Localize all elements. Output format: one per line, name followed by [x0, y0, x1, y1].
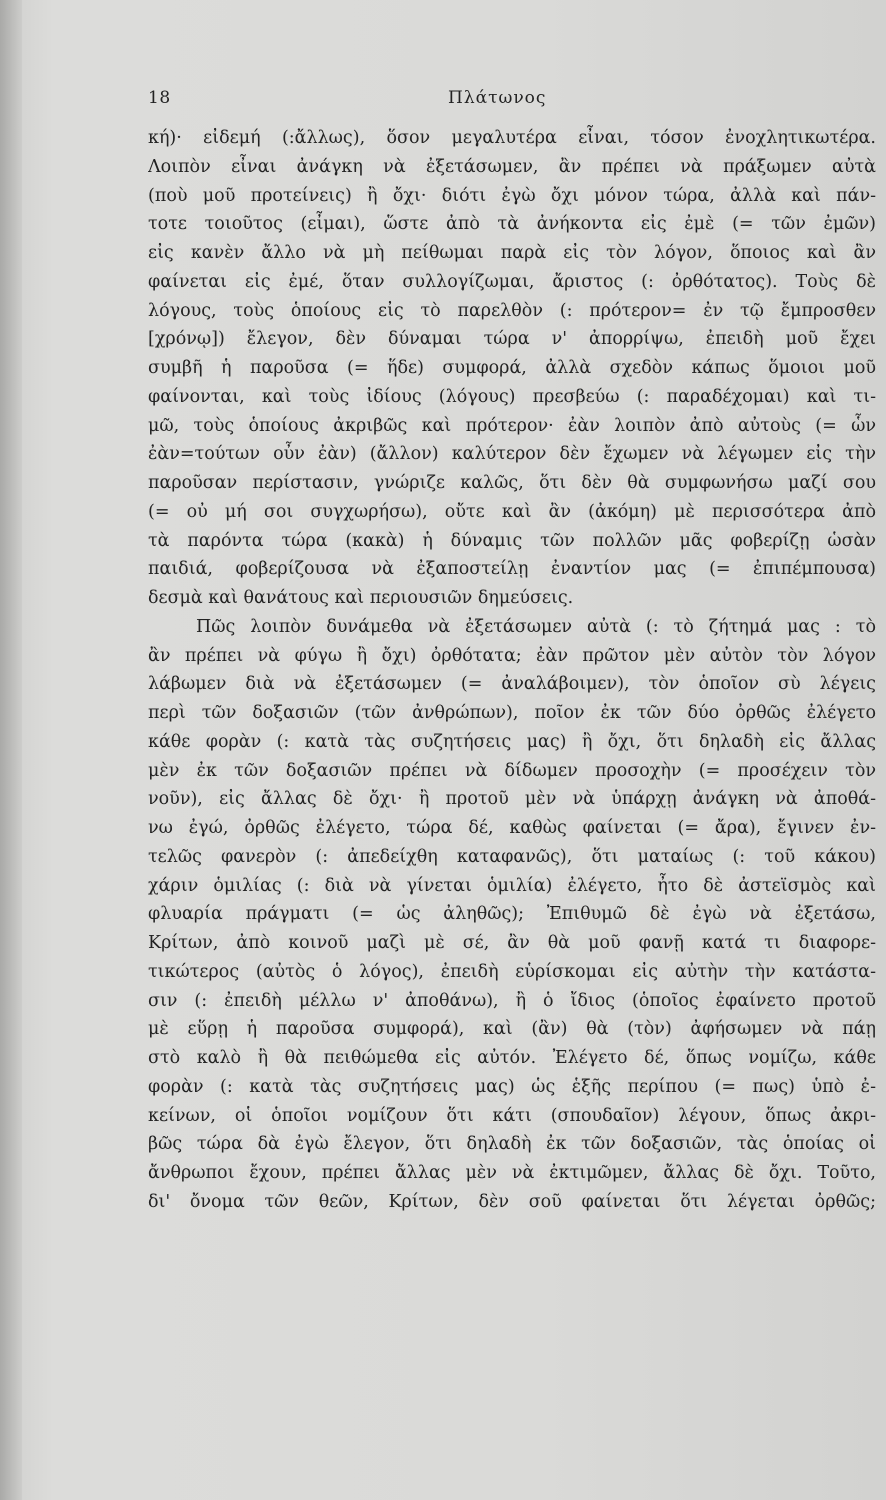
- text-line: φαίνεται εἰς ἐμέ, ὅταν συλλογίζωμαι, ἄριστος (: ὀρθότατος). Τοὺς δὲ: [148, 271, 876, 292]
- text-line: τελῶς φανερὸν (: ἀπεδείχθη καταφανῶς), ὅτι ματαίως (: τοῦ κάκου): [148, 846, 876, 867]
- text-line: κή)· εἰδεμή (:ἄλλως), ὅσον μεγαλυτέρα εἶναι, τόσον ἐνοχλητικωτέρα.: [148, 128, 876, 148]
- text-line: εἰς κανὲν ἄλλο νὰ μὴ πείθωμαι παρὰ εἰς τὸν λόγον, ὅποιος καὶ ἂν: [148, 243, 876, 263]
- text-line: μὲν ἐκ τῶν δοξασιῶν πρέπει νὰ δίδωμεν προσοχὴν (= προσέχειν τὸν: [148, 760, 876, 781]
- text-line: δεσμὰ καὶ θανάτους καὶ περιουσιῶν δημεύσεις.: [148, 588, 574, 608]
- page-spine-shadow: [0, 0, 22, 1500]
- text-line: ἂν πρέπει νὰ φύγω ἢ ὄχι) ὀρθότατα; ἐὰν πρῶτον μὲν αὐτὸν τὸν λόγον: [148, 645, 876, 666]
- page-header: [148, 88, 876, 114]
- text-line: τικώτερος (αὐτὸς ὁ λόγος), ἐπειδὴ εὑρίσκομαι εἰς αὐτὴν τὴν κατάστα-: [148, 961, 876, 982]
- text-line: κάθε φορὰν (: κατὰ τὰς συζητήσεις μας) ἢ ὄχι, ὅτι δηλαδὴ εἰς ἄλλας: [148, 731, 876, 752]
- text-line: (ποὺ μοῦ προτείνεις) ἢ ὄχι· διότι ἐγὼ ὄχι μόνον τώρα, ἀλλὰ καὶ πάν-: [148, 185, 876, 206]
- text-line: Πῶς λοιπὸν δυνάμεθα νὰ ἐξετάσωμεν αὐτὰ (: τὸ ζήτημά μας : τὸ: [196, 616, 876, 637]
- page-number: 18: [148, 88, 171, 108]
- text-line: τὰ παρόντα τώρα (κακὰ) ἡ δύναμις τῶν πολλῶν μᾶς φοβερίζῃ ὡσὰν: [148, 530, 876, 551]
- text-line: συμβῆ ἡ παροῦσα (= ἥδε) συμφορά, ἀλλὰ σχεδὸν κάπως ὅμοιοι μοῦ: [148, 358, 876, 378]
- text-line: ἐὰν=τούτων οὖν ἐὰν) (ἄλλον) καλύτερον δὲν ἔχωμεν νὰ λέγωμεν εἰς τὴν: [148, 444, 876, 465]
- text-line: παιδιά, φοβερίζουσα νὰ ἐξαποστείλῃ ἐναντίον μας (= ἐπιπέμπουσα): [148, 559, 876, 580]
- text-line: φλυαρία πράγματι (= ὡς ἀληθῶς); Ἐπιθυμῶ δὲ ἐγὼ νὰ ἐξετάσω,: [148, 904, 876, 925]
- running-title: Πλάτωνος: [448, 88, 547, 108]
- text-line: φαίνονται, καὶ τοὺς ἰδίους (λόγους) πρεσβεύω (: παραδέχομαι) καὶ τι-: [148, 386, 876, 407]
- text-body: [148, 124, 876, 1217]
- text-line: παροῦσαν περίστασιν, γνώριζε καλῶς, ὅτι δὲν θὰ συμφωνήσω μαζί σου: [148, 473, 876, 493]
- text-line: χάριν ὁμιλίας (: διὰ νὰ γίνεται ὁμιλία) ἐλέγετο, ἦτο δὲ ἀστεϊσμὸς καὶ: [148, 875, 876, 896]
- text-line: μὲ εὕρῃ ἡ παροῦσα συμφορά), καὶ (ἂν) θὰ (τὸν) ἀφήσωμεν νὰ πάῃ: [148, 1019, 876, 1040]
- text-line: στὸ καλὸ ἢ θὰ πειθώμεθα εἰς αὐτόν. Ἐλέγετο δέ, ὅπως νομίζω, κάθε: [148, 1048, 876, 1068]
- text-line: ἄνθρωποι ἔχουν, πρέπει ἄλλας μὲν νὰ ἐκτιμῶμεν, ἄλλας δὲ ὄχι. Τοῦτο,: [148, 1163, 876, 1183]
- text-line: μῶ, τοὺς ὁποίους ἀκριβῶς καὶ πρότερον· ἐὰν λοιπὸν ἀπὸ αὐτοὺς (= ὧν: [148, 415, 876, 436]
- text-line: τοτε τοιοῦτος (εἶμαι), ὥστε ἀπὸ τὰ ἀνήκοντα εἰς ἐμὲ (= τῶν ἐμῶν): [148, 214, 876, 235]
- text-line: δι' ὄνομα τῶν θεῶν, Κρίτων, δὲν σοῦ φαίνεται ὅτι λέγεται ὀρθῶς;: [148, 1191, 876, 1212]
- text-line: σιν (: ἐπειδὴ μέλλω ν' ἀποθάνω), ἢ ὁ ἴδιος (ὁποῖος ἐφαίνετο προτοῦ: [148, 990, 876, 1011]
- text-line: φορὰν (: κατὰ τὰς συζητήσεις μας) ὡς ἑξῆς περίπου (= πως) ὑπὸ ἐ-: [148, 1076, 876, 1097]
- text-line: περὶ τῶν δοξασιῶν (τῶν ἀνθρώπων), ποῖον ἐκ τῶν δύο ὀρθῶς ἐλέγετο: [148, 703, 876, 723]
- text-line: (= οὐ μή σοι συγχωρήσω), οὔτε καὶ ἂν (ἀκόμη) μὲ περισσότερα ἀπὸ: [148, 501, 876, 522]
- text-line: λόγους, τοὺς ὁποίους εἰς τὸ παρελθὸν (: πρότερον= ἐν τῷ ἔμπροσθεν: [148, 300, 876, 321]
- text-line: κείνων, οἱ ὁποῖοι νομίζουν ὅτι κάτι (σπουδαῖον) λέγουν, ὅπως ἀκρι-: [148, 1105, 876, 1126]
- text-line: βῶς τώρα δὰ ἐγὼ ἔλεγον, ὅτι δηλαδὴ ἐκ τῶν δοξασιῶν, τὰς ὁποίας οἱ: [148, 1134, 876, 1155]
- text-line: νοῦν), εἰς ἄλλας δὲ ὄχι· ἢ προτοῦ μὲν νὰ ὑπάρχῃ ἀνάγκη νὰ ἀποθά-: [148, 789, 876, 810]
- text-line: λάβωμεν διὰ νὰ ἐξετάσωμεν (= ἀναλάβοιμεν), τὸν ὁποῖον σὺ λέγεις: [148, 674, 876, 695]
- text-line: Λοιπὸν εἶναι ἀνάγκη νὰ ἐξετάσωμεν, ἂν πρέπει νὰ πράξωμεν αὐτὰ: [148, 156, 876, 177]
- text-line: [χρόνῳ]) ἔλεγον, δὲν δύναμαι τώρα ν' ἀπορρίψω, ἐπειδὴ μοῦ ἔχει: [148, 329, 876, 350]
- text-line: νω ἐγώ, ὀρθῶς ἐλέγετο, τώρα δέ, καθὼς φαίνεται (= ἄρα), ἔγινεν ἐν-: [148, 818, 876, 838]
- text-line: Κρίτων, ἀπὸ κοινοῦ μαζὶ μὲ σέ, ἂν θὰ μοῦ φανῇ κατά τι διαφορε-: [148, 933, 876, 953]
